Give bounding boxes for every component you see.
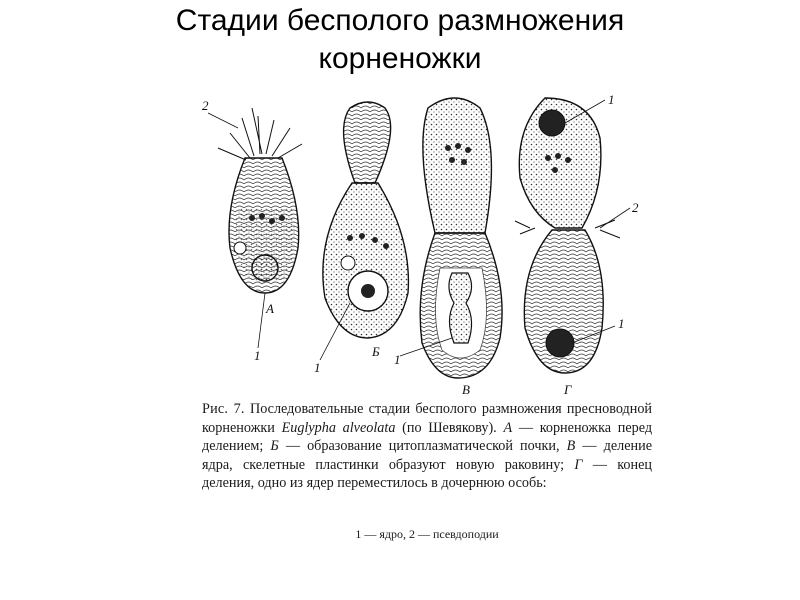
slide-title-line1: Стадии бесполого размножения xyxy=(175,4,625,37)
caption-stage-b-text: — образование цитоплазматической почки, xyxy=(285,438,560,454)
callout-nucleus-g-top: 1 xyxy=(608,92,615,107)
caption-text-part2: (по Шевякову). xyxy=(402,419,497,436)
caption-stage-b-label: Б xyxy=(270,438,279,454)
slide-title xyxy=(0,2,800,78)
figure-drawing xyxy=(190,88,660,400)
caption-species: Euglypha alveolata xyxy=(281,419,396,436)
callout-nucleus-g-bottom: 1 xyxy=(618,316,625,331)
legend-item-pseudopodia: 2 — псевдоподии xyxy=(408,527,499,541)
caption-stage-v-text: — деление ядра, скелетные пластинки образуют новую раковину; xyxy=(202,438,653,473)
stage-b-bud xyxy=(344,102,391,183)
caption-stage-v-label: В xyxy=(566,438,576,454)
caption-stage-a-text: — корненожка перед делением; xyxy=(202,419,653,454)
stage-label-g: Г xyxy=(564,382,572,397)
figure-legend xyxy=(202,527,652,542)
stage-g-nucleus-bottom xyxy=(546,329,574,357)
callout-nucleus-v: 1 xyxy=(394,352,401,367)
callout-nucleus-a: 1 xyxy=(254,348,261,363)
callout-pseudopodia-a: 2 xyxy=(202,98,209,113)
stage-label-v: В xyxy=(462,382,470,397)
stage-b-shell xyxy=(323,183,409,338)
figure-caption xyxy=(202,400,652,493)
figure-euglypha-stages xyxy=(190,88,660,400)
slide-title-line2: корненожки xyxy=(318,42,482,75)
stage-v-dividing-nucleus xyxy=(449,273,472,343)
stage-b-cell xyxy=(320,102,408,360)
callout-pseudopodia-g: 2 xyxy=(632,200,639,215)
stage-v-top xyxy=(423,98,492,233)
caption-stage-g-text: — конец деления, одно из ядер переместилось в дочернюю особь: xyxy=(202,456,653,491)
callout-nucleus-b: 1 xyxy=(314,360,321,375)
stage-a-cell xyxy=(208,108,302,348)
caption-fig-label: Рис. 7. xyxy=(202,401,245,417)
legend-item-nucleus: 1 — ядро, xyxy=(355,527,406,541)
caption-text-part1: Последовательные стадии бесполого размножения пресноводной корненожки xyxy=(202,401,652,436)
caption-stage-g-label: Г xyxy=(574,456,583,473)
stage-label-a: А xyxy=(266,301,274,316)
stage-a-nucleus xyxy=(252,255,278,281)
stage-g-nucleus-top xyxy=(539,110,565,136)
stage-g-cell xyxy=(515,98,630,373)
caption-stage-a-label: А xyxy=(503,419,513,436)
pseudopodia xyxy=(218,108,302,160)
stage-v-cell xyxy=(400,98,502,378)
stage-label-b: Б xyxy=(372,344,380,359)
